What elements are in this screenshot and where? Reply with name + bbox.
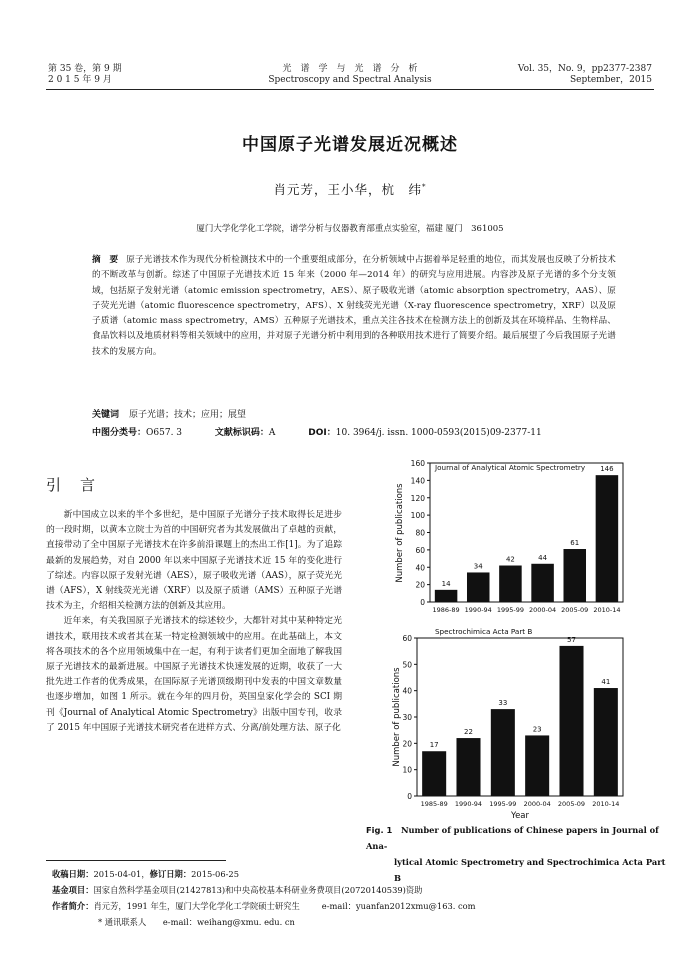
- y-tick-label: 50: [402, 660, 412, 670]
- corresponding-mark: *: [422, 182, 427, 191]
- y-tick-label: 10: [402, 765, 412, 775]
- data-label: 41: [601, 678, 611, 687]
- data-label: 57: [567, 635, 576, 644]
- data-label: 22: [464, 728, 473, 737]
- doc-code-value: A: [268, 428, 276, 438]
- x-tick-label: 2000-04: [528, 606, 557, 614]
- y-tick-label: 80: [415, 528, 425, 538]
- header-divider: [46, 89, 654, 90]
- data-label: 33: [498, 699, 508, 708]
- y-tick-label: 0: [407, 792, 412, 801]
- header-vol-pages: Vol. 35，No. 9，pp2377-2387: [517, 64, 652, 74]
- keywords-text: 原子光谱；技术；应用；展望: [129, 410, 247, 420]
- fund-text: 国家自然科学基金项目(21427813)和中央高校基本科研业务费项目(20720140539)资助: [93, 885, 423, 895]
- caption-line-2: lytical Atomic Spectrometry and Spectrochimica Acta Part B: [394, 857, 666, 883]
- data-label: 23: [532, 725, 542, 734]
- chart-title: Journal of Analytical Atomic Spectrometry: [435, 463, 586, 472]
- revised-date: 2015-06-25: [191, 869, 239, 879]
- journal-name: [200, 64, 500, 86]
- x-axis-label: Year: [511, 811, 529, 821]
- abstract: [92, 253, 616, 360]
- paper-title: 中国原子光谱发展近况概述: [242, 135, 458, 155]
- data-label: 34: [473, 562, 483, 571]
- x-tick-label: 2005-09: [561, 606, 589, 614]
- doc-code-label: 文献标识码：: [214, 428, 269, 438]
- x-tick-label: 2010-14: [593, 606, 621, 614]
- paragraph: 新中国成立以来的半个多世纪，是中国原子光谱分子技术取得长足进步的一段时期，以黄本立院士为首的中国研究者为其发展做出了卓越的贡献，直接带动了全中国原子光谱技术在许多前沿课题上的杰出工作[1]。为了追踪最新的发展趋势，对自 2000 年以来中国原子光谱技术近 15 年的变化进行了综述。内容以原子发射光谱（AES），原子吸收光谱（AAS），原子荧光光谱（AFS），X 射线荧光光谱（XRF）以及原子质谱（AMS）五种原子光谱技术为主，介绍相关检测方法的创新及其应用。: [46, 510, 342, 612]
- journal-name-en: Spectroscopy and Spectral Analysis: [268, 75, 432, 85]
- y-tick-label: 140: [410, 476, 425, 486]
- clc-value: O657. 3: [146, 428, 183, 438]
- y-tick-label: 0: [420, 598, 425, 607]
- footnotes: [52, 866, 672, 930]
- y-tick-label: 20: [402, 739, 412, 749]
- caption-label: Fig. 1: [366, 825, 393, 835]
- data-label: 146: [600, 465, 614, 474]
- figure-1: [355, 455, 655, 850]
- bar: [435, 590, 458, 602]
- footnote-divider: [46, 860, 226, 861]
- clc-label: 中图分类号：: [92, 428, 147, 438]
- header-month: September，2015: [569, 75, 652, 85]
- author-email: e-mail：yuanfan2012xmu@163. com: [321, 901, 476, 911]
- y-tick-label: 20: [415, 580, 425, 590]
- y-tick-label: 160: [410, 459, 425, 468]
- x-tick-label: 2010-14: [592, 800, 620, 808]
- body-text: [46, 508, 342, 736]
- y-tick-label: 60: [402, 634, 412, 643]
- keywords-label: 关键词: [92, 410, 120, 420]
- chart-jaas: [395, 459, 623, 614]
- bar: [499, 566, 522, 602]
- revised-label: 修订日期：: [149, 869, 192, 879]
- abstract-label: 摘 要: [92, 255, 119, 265]
- paragraph: 近年来，有关我国原子光谱技术的综述较少，大都针对其中某种特定光谱技术，联用技术或者其在某一特定检测领域中的应用。在此基础上，本文将各项技术的各个应用领域集中在一起，有利于读者们更加全面地了解我国原子光谱技术的最新进展。中国原子光谱技术快速发展的近期，收获了一大批先进工作者的优秀成果，在国际原子光谱顶级期刊中发表的中国文章数量也逐步增加，如图 1 所示。就在今年的四月份，英国皇家化学会的 SCI 期刊《Journal of Analytical Atomic Spectrometry》出版中国专刊，收录了 2015 年中国原子光谱技术研究者在进样方式、分离/前处理方法、原子化: [46, 616, 342, 733]
- section-heading: 引 言: [46, 476, 98, 494]
- y-axis-label: Number of publications: [395, 483, 405, 583]
- fund-label: 基金项目：: [52, 885, 94, 895]
- bar: [563, 549, 586, 602]
- data-label: 14: [441, 579, 451, 588]
- bar: [559, 646, 583, 796]
- affiliation: 厦门大学化学化工学院，谱学分析与仪器教育部重点实验室，福建 厦门 361005: [196, 224, 504, 234]
- header-volume: 第 35 卷，第 9 期: [48, 64, 122, 74]
- plot-frame: [417, 635, 623, 796]
- corresponding-author: * 通讯联系人 e-mail：weihang@xmu. edu. cn: [98, 917, 295, 927]
- y-tick-label: 40: [402, 686, 412, 696]
- data-label: 42: [505, 555, 515, 564]
- y-axis-label: Number of publications: [392, 667, 402, 767]
- x-tick-label: 2005-09: [557, 800, 586, 808]
- journal-citation: [518, 64, 652, 86]
- author-info-label: 作者简介：: [52, 901, 94, 911]
- bar: [531, 564, 554, 602]
- doi-label: DOI：: [308, 428, 336, 438]
- x-tick-label: 1995-99: [489, 800, 517, 808]
- journal-volume-issue: [48, 64, 122, 86]
- doi-value: 10. 3964/j. issn. 1000-0593(2015)09-2377-11: [335, 428, 542, 438]
- x-tick-label: 1995-99: [496, 606, 525, 614]
- header-date: 2 0 1 5 年 9 月: [48, 75, 112, 85]
- plot-frame: [430, 463, 623, 602]
- caption-line-1: Number of publications of Chinese papers in Journal of Ana-: [366, 825, 659, 851]
- author-info: 肖元芳，1991 年生，厦门大学化学化工学院硕士研究生: [93, 901, 300, 911]
- x-tick-label: 2000-04: [523, 800, 551, 808]
- data-label: 61: [570, 539, 580, 548]
- bar: [422, 751, 446, 796]
- bar: [456, 738, 480, 796]
- y-tick-label: 30: [402, 713, 412, 722]
- abstract-text: 原子光谱技术作为现代分析检测技术中的一个重要组成部分，在分析领域中占据着举足轻重的地位，而其发展也反映了分析技术的不断改革与创新。综述了中国原子光谱技术近 15 年来（2000 年—2014 年）的研究与应用进展。内容涉及原子光谱的多个分支领域，包括原子发射光谱（atomic emission spectrometry，AES）、原子吸收光谱（atomic absorption spectrometry，AAS）、原子荧光光谱（atomic fluorescence spectrometry，AFS）、X 射线荧光光谱（X-ray fluorescence spectrometry，XRF）以及原子质谱（atomic mass spectrometry，AMS）五种原子光谱技术，重点关注各技术在检测方法上的创新及其在环境样品、生物样品、食品饮料以及地质材料等相关领域中的应用，并对原子光谱分析中利用到的各种联用技术进行了简要介绍。最后展望了今后我国原子光谱技术的发展方向。: [92, 255, 616, 357]
- bar: [596, 475, 619, 602]
- y-tick-label: 100: [410, 511, 425, 521]
- y-tick-label: 40: [415, 563, 425, 573]
- y-tick-label: 120: [410, 493, 425, 503]
- classification-line: [92, 425, 622, 438]
- received-label: 收稿日期：: [52, 869, 94, 879]
- authors: 肖元芳，王小华，杭 纬: [273, 182, 422, 197]
- x-tick-label: 1986-89: [432, 606, 460, 614]
- received-date: 2015-04-01，: [93, 869, 150, 879]
- chart-title: Spectrochimica Acta Part B: [435, 627, 533, 636]
- x-tick-label: 1990-94: [454, 800, 483, 808]
- data-label: 44: [538, 553, 548, 562]
- bar: [467, 572, 490, 602]
- chart-sab: [392, 627, 623, 821]
- bar: [594, 688, 618, 796]
- keywords: [92, 407, 246, 420]
- x-tick-label: 1985-89: [420, 800, 448, 808]
- y-tick-label: 60: [415, 545, 425, 555]
- x-tick-label: 1990-94: [464, 606, 492, 614]
- journal-name-cn: 光 谱 学 与 光 谱 分 析: [282, 64, 418, 74]
- bar: [525, 735, 549, 796]
- author-line: [0, 180, 700, 198]
- bar: [491, 709, 515, 796]
- data-label: 17: [429, 741, 439, 750]
